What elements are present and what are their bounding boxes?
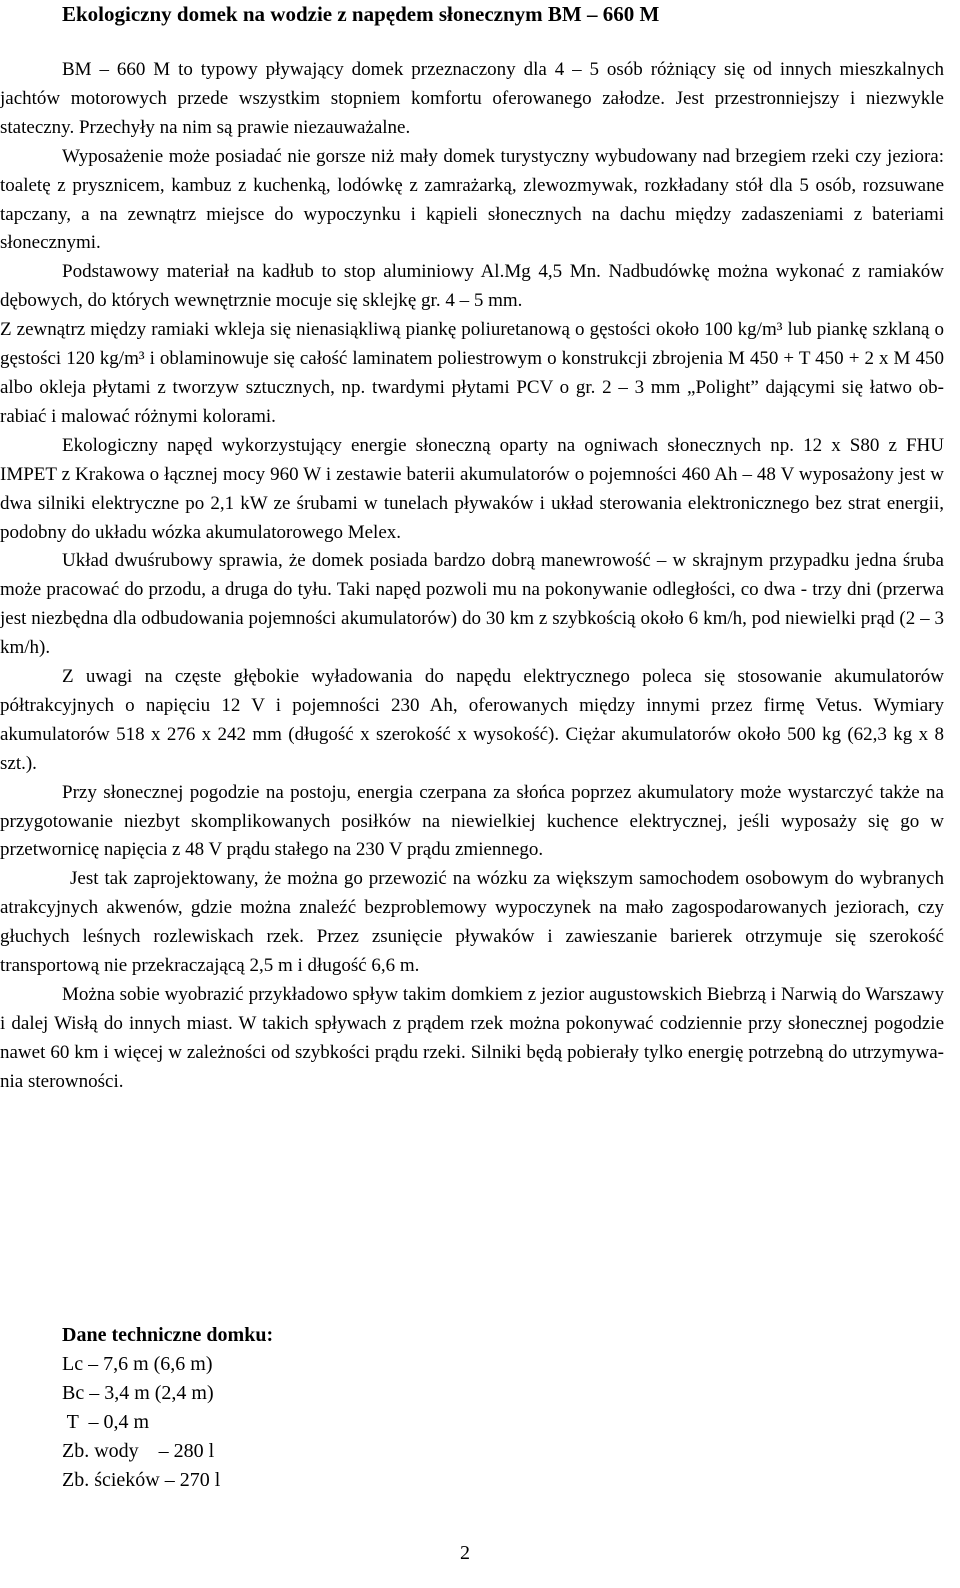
tech-row-waste-tank: Zb. ścieków – 270 l: [62, 1469, 221, 1491]
paragraph-transport: Jest tak zaprojektowany, że można go przewozić na wózku za większym samochodem osobowym do wybranych atrakcyjnych akwenów, gdzie można znaleźć bezproblemowy wypoczynek na mało zagospodarowanych jeziorach, czy głuchych leśnych rozlewiskach rzek. Przez zsunięcie pływaków i zawieszanie barierek otrzymuje się szerokość transportową nie przekraczającą 2,5 m i długość 6,6 m.: [0, 868, 944, 977]
tech-row-draft: T – 0,4 m: [62, 1411, 150, 1433]
paragraph-insulation: Z zewnątrz między ramiaki wkleja się nienasiąkliwą piankę poliuretanową o gęstości około 100 kg/m³ lub piankę szklaną o gęstości 120 kg/m³ i oblaminowuje się całość laminatem poliestrowym o konstrukcji zbrojenia M 450 + T 450 + 2 x M 450 albo okleja płytami z tworzyw sztucznych, np. twardymi płytami PCV o gr. 2 – 3 mm „Polight” dającymi się łatwo obrabiać i malować różnymi kolorami.: [0, 319, 944, 427]
technical-data-heading: Dane techniczne domku:: [62, 1324, 274, 1346]
tech-row-water-tank: Zb. wody – 280 l: [62, 1440, 215, 1462]
paragraph-hull-material: Podstawowy materiał na kadłub to stop aluminiowy Al.Mg 4,5 Mn. Nadbudówkę można wykonać z ramiaków dębowych, do których wewnętrznie mocuje się sklejkę gr. 4 – 5 mm.: [0, 261, 944, 312]
document-title: Ekologiczny domek na wodzie z napędem słonecznym BM – 660 M: [62, 2, 660, 26]
tech-row-beam: Bc – 3,4 m (2,4 m): [62, 1382, 214, 1404]
tech-row-length: Lc – 7,6 m (6,6 m): [62, 1353, 213, 1375]
paragraph-batteries: Z uwagi na częste głębokie wyładowania do napędu elektrycznego poleca się stosowanie akumulatorów półtrakcyjnych o napięciu 12 V i pojemności 230 Ah, oferowanych między innymi przez firmę Vetus. Wymiary akumulatorów 518 x 276 x 242 mm (długość x szerokość x wysokość). Ciężar akumulatorów około 500 kg (62,3 kg x 8 szt.).: [0, 666, 944, 774]
technical-data: [62, 1321, 273, 1495]
page-number: 2: [460, 1542, 470, 1564]
paragraph-equipment: Wyposażenie może posiadać nie gorsze niż mały domek turystyczny wybudowany nad brzegiem rzeki czy jeziora: toaletę z prysznicem, kambuz z kuchenką, lodówkę z zamrażarką, zlewozmywak, rozkładany stół dla 5 osób, rozsuwane tapczany, a na zewnątrz miejsce do wypoczynku i kąpieli słonecznych na dachu między zadaszeniami z bateriami słonecznymi.: [0, 145, 944, 254]
paragraph-intro: BM – 660 M to typowy pływający domek przeznaczony dla 4 – 5 osób różniący się od innych mieszkalnych jachtów motorowych przede wszystkim stopniem komfortu oferowanego załodze. Jest przestronniejszy i niezwykle stateczny. Przechyły na nim są prawie niezauważalne.: [0, 59, 944, 138]
document-body: [0, 56, 944, 1097]
paragraph-solar-drive: Ekologiczny napęd wykorzystujący energie słoneczną oparty na ogniwach słonecznych np. 12 x S80 z FHU IMPET z Krakowa o łącznej mocy 960 W i zestawie baterii akumulatorów o pojemności 460 Ah – 48 V wyposażony jest w dwa silniki elektryczne po 2,1 kW ze śrubami w tunelach pływaków i układ sterowania elektronicznego bez strat energii, podobny do układu wózka akumulatorowego Melex.: [0, 434, 944, 543]
paragraph-twin-screw: Układ dwuśrubowy sprawia, że domek posiada bardzo dobrą manewrowość – w skrajnym przypadku jedna śruba może pracować do przodu, a druga do tyłu. Taki napęd pozwoli mu na pokonywanie odległości, co dwa - trzy dni (przerwa jest niezbędna dla odbudowania pojemności akumulatorów) do 30 km z szybkością około 6 km/h, pod niewielki prąd (2 – 3 km/h).: [0, 550, 944, 659]
paragraph-river-trip: Można sobie wyobrazić przykładowo spływ takim domkiem z jezior augustowskich Biebrzą i Narwią do Warszawy i dalej Wisłą do innych miast. W takich spływach z prądem rzek można pokonywać codziennie przy słonecznej pogodzie nawet 60 km i więcej w zależności od szybkości prądu rzeki. Silniki będą pobierały tylko energię potrzebną do utrzymywania sterowności.: [0, 984, 944, 1092]
paragraph-cooking: Przy słonecznej pogodzie na postoju, energia czerpana za słońca poprzez akumulatory może wystarczyć także na przygotowanie niezbyt skomplikowanych posiłków na niewielkiej kuchence elektrycznej, jeśli wyposaży się go w przetwornicę napięcia z 48 V prądu stałego na 230 V prądu zmiennego.: [0, 781, 944, 861]
